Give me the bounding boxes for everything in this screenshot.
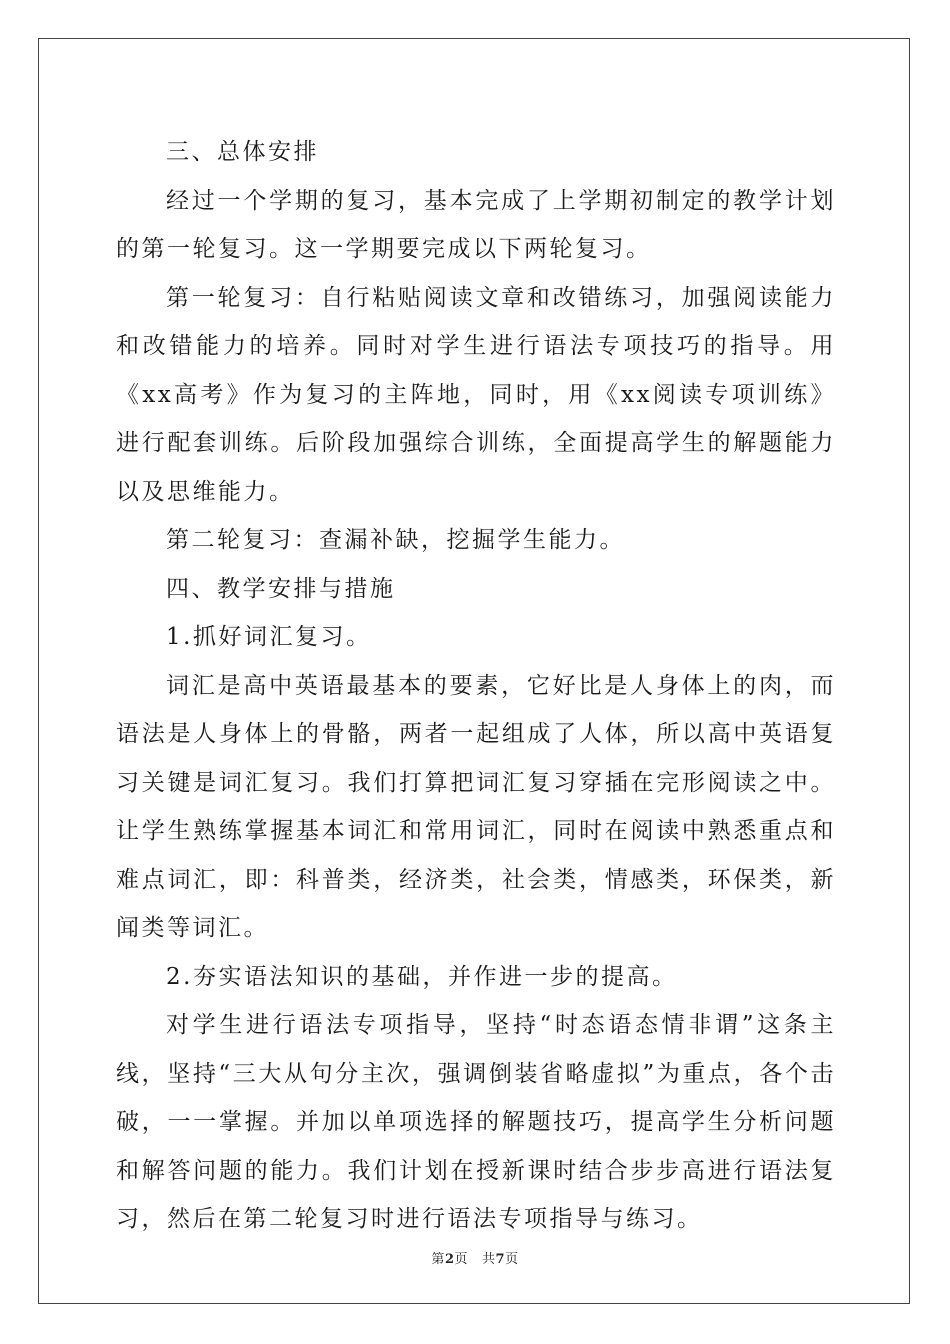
page-footer: [0, 1248, 950, 1267]
paragraph-vocabulary: 词汇是高中英语最基本的要素，它好比是人身体上的肉，而语法是人身体上的骨骼，两者一起组成了人体，所以高中英语复习关键是词汇复习。我们打算把词汇复习穿插在完形阅读之中。让学生熟练掌握基本词汇和常用词汇，同时在阅读中熟悉重点和难点词汇，即：科普类，经济类，社会类，情感类，环保类，新闻类等词汇。: [116, 672, 836, 941]
total-prefix: 共: [482, 1252, 496, 1267]
total-unit: 页: [505, 1252, 519, 1267]
page-total: 7: [495, 1252, 506, 1267]
page-current: 2: [444, 1252, 455, 1267]
paragraph-first-round: 第一轮复习：自行粘贴阅读文章和改错练习，加强阅读能力和改错能力的培养。同时对学生进行语法专项技巧的指导。用《xx高考》作为复习的主阵地，同时，用《xx阅读专项训练》进行配套训练。后阶段加强综合训练，全面提高学生的解题能力以及思维能力。: [116, 284, 836, 505]
page-prefix: 第: [431, 1252, 445, 1267]
paragraph-second-round: 第二轮复习：查漏补缺，挖掘学生能力。: [166, 527, 625, 553]
heading-overall-arrangement: 三、总体安排: [166, 139, 319, 165]
subheading-vocabulary: 1.抓好词汇复习。: [166, 624, 372, 650]
paragraph-grammar: 对学生进行语法专项指导，坚持“时态语态情非谓”这条主线，坚持“三大从句分主次，强调倒装省略虚拟”为重点，各个击破，一一掌握。并加以单项选择的解题技巧，提高学生分析问题和解答问题的能力。我们计划在授新课时结合步步高进行语法复习，然后在第二轮复习时进行语法专项指导与练习。: [116, 1012, 836, 1232]
heading-teaching-measures: 四、教学安排与措施: [166, 575, 396, 602]
page-unit: 页: [454, 1252, 468, 1267]
document-body: [116, 128, 836, 1244]
paragraph-review-summary: 经过一个学期的复习，基本完成了上学期初制定的教学计划的第一轮复习。这一学期要完成以下两轮复习。: [116, 187, 836, 262]
subheading-grammar: 2.夯实语法知识的基础，并作进一步的提高。: [166, 963, 678, 990]
